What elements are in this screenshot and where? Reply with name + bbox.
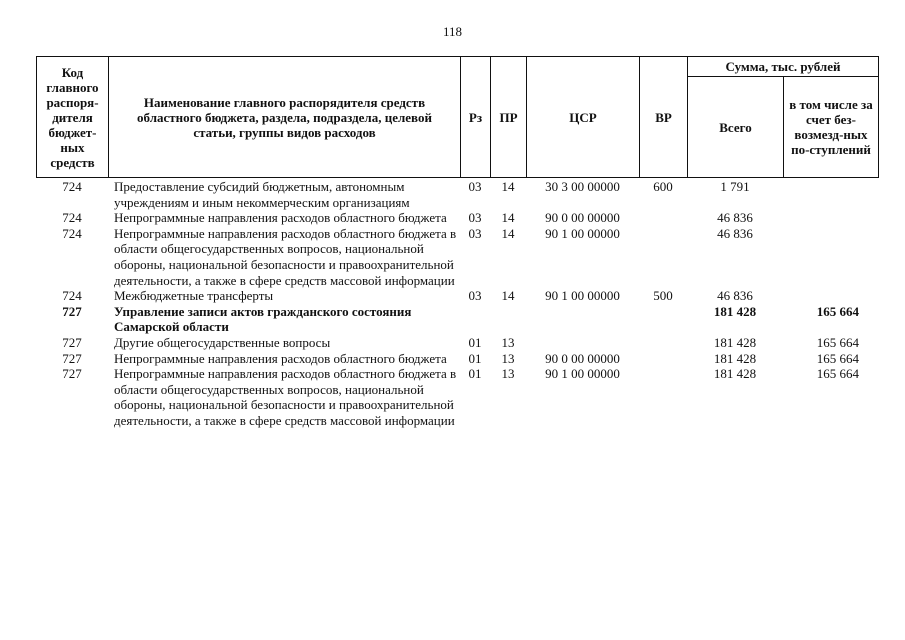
header-kod: [37, 57, 109, 177]
cell-name: Непрограммные направления расходов областного бюджета: [114, 350, 447, 366]
cell-vsego: 181 428: [713, 303, 757, 319]
cell-rz: [460, 304, 490, 335]
cell-vtom: [783, 226, 879, 288]
cell-pr: 14: [501, 210, 515, 226]
cell-vtom: [783, 210, 879, 226]
cell-pr: 13: [501, 334, 515, 350]
cell-kod: 727: [62, 350, 82, 366]
header-kod-text: Код главного распоря-дителя бюджет-ных средств: [46, 64, 99, 170]
cell-vr: [639, 304, 687, 335]
table-row: [36, 226, 879, 288]
cell-vr: [639, 226, 687, 288]
cell-vr: 500: [653, 288, 673, 304]
page-number: 118: [442, 24, 463, 39]
header-csr: ЦСР: [527, 57, 640, 177]
cell-csr: 90 0 00 00000: [545, 350, 620, 366]
cell-vtom: 165 664: [816, 334, 859, 350]
cell-vtom: 165 664: [816, 366, 859, 382]
header-rz: Рз: [461, 57, 491, 177]
cell-pr: 13: [501, 366, 515, 382]
cell-vsego: 46 836: [717, 225, 753, 241]
cell-vr: [639, 366, 687, 428]
cell-vsego: 181 428: [713, 334, 757, 350]
cell-csr: 30 3 00 00000: [545, 179, 620, 194]
cell-name: Управление записи актов гражданского состояния Самарской области: [114, 303, 412, 335]
table-row: [36, 335, 879, 351]
cell-kod: 724: [62, 179, 82, 194]
header-vtom-text: в том числе за счет без-возмезд-ных по-ступлений: [789, 97, 873, 157]
cell-rz: 01: [468, 350, 482, 366]
cell-vsego: 1 791: [720, 179, 750, 194]
cell-csr: [526, 304, 639, 335]
cell-pr: 13: [501, 350, 515, 366]
cell-vsego: 46 836: [717, 288, 753, 304]
table-row: [36, 179, 879, 210]
cell-rz: 01: [468, 334, 482, 350]
cell-name: Непрограммные направления расходов областного бюджета в области общегосударственных вопросов, национальной обороны, национальной безопасности и правоохранительной деятельности, а также в сфере средств массовой информации: [114, 366, 457, 428]
cell-kod: 727: [62, 303, 82, 319]
table-row: [36, 304, 879, 335]
cell-kod: 727: [62, 334, 82, 350]
cell-vtom: 165 664: [816, 350, 859, 366]
cell-kod: 724: [62, 288, 82, 304]
cell-rz: 03: [468, 210, 482, 226]
cell-rz: 03: [468, 179, 482, 194]
cell-name: Другие общегосударственные вопросы: [114, 334, 331, 350]
cell-vtom: [783, 179, 879, 210]
cell-vr: 600: [653, 179, 673, 194]
cell-pr: 14: [501, 225, 515, 241]
header-vr: ВР: [640, 57, 688, 177]
cell-vr: [639, 351, 687, 367]
cell-csr: 90 1 00 00000: [545, 225, 620, 241]
cell-csr: 90 1 00 00000: [545, 288, 620, 304]
header-vsego: Всего: [688, 77, 784, 177]
cell-vr: [639, 210, 687, 226]
table-row: [36, 210, 879, 226]
cell-kod: 727: [62, 366, 82, 382]
cell-name: Предоставление субсидий бюджетным, автономным учреждениям и иным некоммерческим организациям: [114, 179, 410, 210]
cell-vsego: 181 428: [713, 350, 757, 366]
table-row: [36, 351, 879, 367]
cell-kod: 724: [62, 210, 82, 226]
cell-pr: 14: [501, 179, 515, 194]
cell-name: Межбюджетные трансферты: [114, 288, 274, 304]
cell-name: Непрограммные направления расходов областного бюджета в области общегосударственных вопросов, национальной обороны, национальной безопасности и правоохранительной деятельности, а также в сфере средств массовой информации: [114, 225, 457, 288]
cell-csr: [526, 335, 639, 351]
table-row: [36, 288, 879, 304]
table-header: [36, 56, 879, 178]
table-body: [36, 179, 879, 429]
cell-vr: [639, 335, 687, 351]
header-summa: Сумма, тыс. рублей: [688, 57, 878, 77]
header-vtom: [784, 77, 878, 177]
header-pr: ПР: [491, 57, 527, 177]
cell-vtom: [783, 288, 879, 304]
cell-rz: 03: [468, 288, 482, 304]
header-name: [109, 57, 461, 177]
cell-pr: [490, 304, 526, 335]
cell-csr: 90 0 00 00000: [545, 210, 620, 226]
cell-vsego: 46 836: [717, 210, 753, 226]
cell-vtom: 165 664: [816, 303, 859, 319]
cell-csr: 90 1 00 00000: [545, 366, 620, 382]
table-row: [36, 366, 879, 428]
header-name-text: Наименование главного распорядителя средств областного бюджета, раздела, подраздела, целевой статьи, группы видов расходов: [137, 94, 432, 140]
cell-name: Непрограммные направления расходов областного бюджета: [114, 210, 447, 226]
cell-pr: 14: [501, 288, 515, 304]
cell-vsego: 181 428: [713, 366, 757, 382]
cell-rz: 01: [468, 366, 482, 382]
cell-kod: 724: [62, 225, 82, 241]
cell-rz: 03: [468, 225, 482, 241]
